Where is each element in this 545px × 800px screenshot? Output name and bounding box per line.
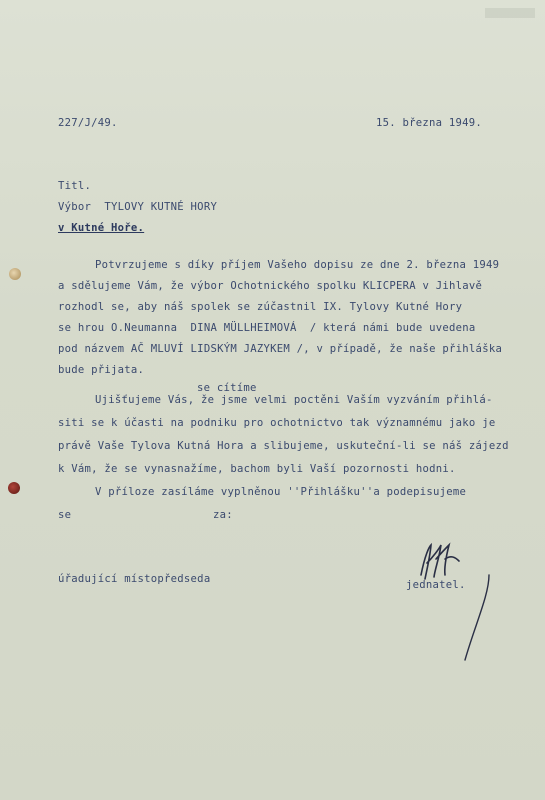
closing-left: se <box>58 509 72 521</box>
body2-line-3: právě Vaše Tylova Kutná Hora a slibujeme, uskuteční-li se náš zájezd <box>58 440 509 452</box>
body-line-1: Potvrzujeme s díky příjem Vašeho dopisu ze dne 2. března 1949 <box>95 259 500 271</box>
body-line-4: se hrou O.Neumanna DINA MÜLLHEIMOVÁ / která námi bude uvedena <box>58 322 476 334</box>
signatory-left-title: úřadující místopředseda <box>58 573 211 585</box>
signatory-right-title: jednatel. <box>406 579 466 591</box>
closing-right: za: <box>213 509 233 521</box>
body-line-2: a sdělujeme Vám, že výbor Ochotnického spolku KLICPERA v Jihlavě <box>58 280 483 292</box>
body-line-6: bude přijata. <box>58 364 145 376</box>
recipient-city: v Kutné Hoře. <box>58 222 145 234</box>
recipient-name: Výbor TYLOVY KUTNÉ HORY <box>58 201 218 213</box>
letter-date: 15. března 1949. <box>376 117 483 129</box>
handwritten-signature <box>415 535 505 670</box>
salutation-title: Titl. <box>58 180 92 192</box>
faded-stamp-mark <box>485 8 535 18</box>
punch-hole-top <box>9 268 21 280</box>
body2-line-1: Ujišťujeme Vás, že jsme velmi poctěni Vaším vyzváním přihlá- <box>95 394 493 406</box>
body-line-3: rozhodl se, aby náš spolek se zúčastnil IX. Tylovy Kutné Hory <box>58 301 463 313</box>
body2-line-2: siti se k účasti na podniku pro ochotnictvo tak významnému jako je <box>58 417 496 429</box>
punch-hole-bottom <box>8 482 20 494</box>
body-line-5: pod názvem AČ MLUVÍ LIDSKÝM JAZYKEM /, v případě, že naše přihláška <box>58 343 503 355</box>
reference-number: 227/J/49. <box>58 117 118 129</box>
typed-correction: se cítíme <box>197 382 257 394</box>
attachment-line: V příloze zasíláme vyplněnou ''Přihlášku''a podepisujeme <box>95 486 467 498</box>
body2-line-4: k Vám, že se vynasnažíme, bachom byli Vaší pozornosti hodni. <box>58 463 456 475</box>
